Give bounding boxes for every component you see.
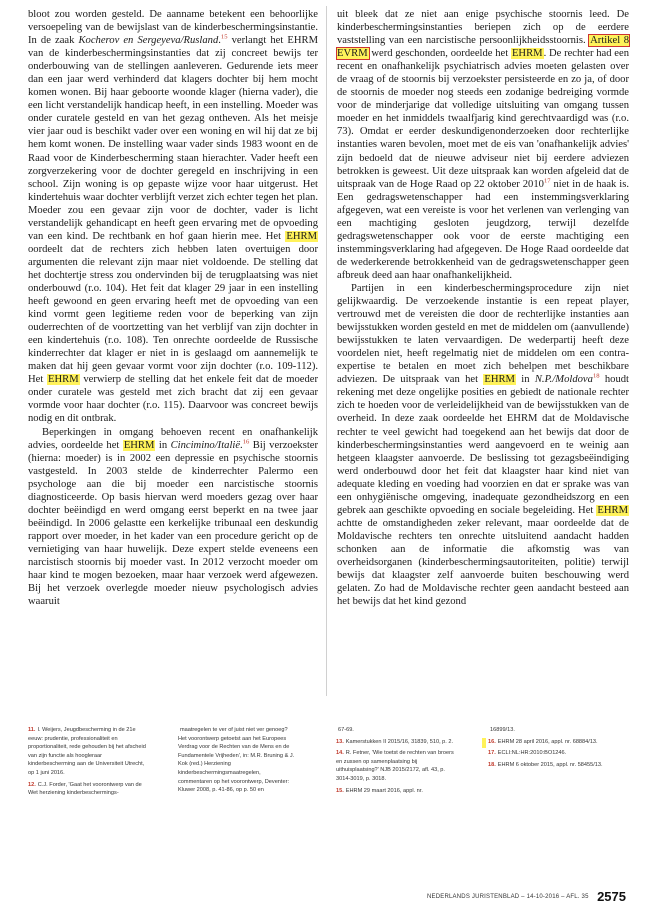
- footnote-text: EHRM 28 april 2016, appl. nr. 68884/13.: [497, 738, 598, 745]
- left-paragraph-1: [28, 8, 318, 426]
- text-run: in: [155, 439, 171, 451]
- text-run: in: [515, 374, 535, 386]
- highlight-ehrm: EHRM: [511, 48, 543, 60]
- text-run: niet in de haak is. Een gedragswetenschapper had een instemmingsverklaring afgegeven, wat een vereiste is voor het verlenen van verlenging van een machtiging gesloten jeugdzorg, terwijl dezelfde gedragswetenschapper ook voor de eerste machtiging een instemmingsverklaring had afgegeven. De Hoge Raad oordeelde dat de wederkerende betrokkenheid van de gedragswetenschapper geen afbreuk deed aan haar onafhankelijkheid.: [337, 178, 629, 281]
- footnote-item: [28, 726, 146, 778]
- journal-citation: NEDERLANDS JURISTENBLAD – 14-10-2016 – AFL. 35: [427, 893, 589, 900]
- footnote-item: [178, 726, 296, 795]
- case-name: Kocherov en Sergeyeva/Rusland: [78, 35, 219, 47]
- footnote-item: [488, 761, 606, 770]
- footnote-item: [336, 787, 454, 796]
- footnote-text: maatregelen te ver of juist niet ver genoeg? Het voorontwerp getoetst aan het Europees Verdrag voor de Rechten van de Mens en de Fundamentele Vrijheden', in: M.R. Bruning & J. Kok (red.) Herziening kinderbeschermingsmaatregelen, commentaren op het voorontwerp, Deventer: Kluwer 2008, p. 41-86, op p. 50 en: [178, 727, 295, 794]
- footnote-number: 14.: [336, 750, 344, 757]
- footnote-text: Kamerstukken II 2015/16, 31839, 510, p. 2.: [345, 738, 454, 745]
- footnote-ref-15[interactable]: 15: [220, 33, 228, 41]
- text-run: uit bleek dat ze niet aan enige psychische stoornis leed. De kinderbeschermingsinstanties beriepen zich op de eerdere vaststelling van een narcistische persoonlijkheidsstoornis.: [337, 9, 629, 47]
- text-run: oordeelt dat de rechters zich hebben laten overtuigen door argumenten die relevant zijn maar niet voldoende. De stelling dat het dochtertje stress zou ondervinden bij de terugplaatsing was niet onderbouwd (r.o. 104). Het feit dat klager 29 jaar in een instelling heeft gewoond en geen ervaring heeft met de opvoeding van een kind vormt geen legitieme reden voor de beperking van zijn ouderrechten of de voortzetting van het verblijf van zijn dochter in een kindertehuis (r.o. 108). Ten onrechte oordeelde de Russische kinderrechter dat klager er niet in is geslaagd om aannemelijk te maken dat hij geen gevaar vormt voor zijn dochter (r.o. 109-112). Het: [28, 243, 318, 386]
- text-run: Beperkingen in omgang behoeven recent en onafhankelijk advies, oordeelde het: [28, 426, 318, 451]
- page-number: 2575: [597, 889, 626, 905]
- footnote-number: 12.: [28, 781, 36, 788]
- footnote-ref-18[interactable]: 18: [592, 372, 600, 380]
- text-run: achtte de omstandigheden zeker relevant, maar oordeelde dat de Moldavische rechters ten onrechte uitsluitend aandacht hadden schonken aan de informatie die afkomstig was van overheidsorganen (kinderbeschermingsautoriteiten, politie) terwijl bewijs dat klaagster zelf aanvoerde buiten beschouwing werd gelaten. Zo had de Moldavische rechter geen aandacht besteed aan het bewijs dat het kind gezond: [337, 517, 629, 608]
- footnote-item: [488, 749, 606, 758]
- footnote-number: 17.: [488, 750, 496, 757]
- footnote-number: 18.: [488, 761, 496, 768]
- text-run: Bij verzoekster (hierna: moeder) is in 2002 een depressie en psychische stoornis vastgesteld. In 2003 stelde de kinderrechter Palermo een psychologe aan die bij moeder een narcistische stoornis diagnosticeerde. Op basis hiervan werd moeders gezag over haar dochter beëindigd en werd omgang eerst beperkt en na twee jaar beëindigd. In 2006 gelastte een kerkelijke tribunaal een deskundig rapport over moeder, in het kader van een procedure gericht op de vernietiging van haar huwelijk. Deze expert stelde eveneens een narcistisch stoornis bij moeder vast. In 2012 verzocht moeder om haar kind te mogen bezoeken, maar haar verzoek werd afgewezen. Bij het verzoek overlegde moeder nieuw psychologisch advies waaruit: [28, 439, 318, 608]
- column-divider: [326, 6, 327, 696]
- text-run: verlangt het EHRM van de kinderbeschermingsinstanties dat zij concreet bewijs ter onderbouwing van de stellingen aanleveren. Gedurende iets meer dan een jaar werd verhinderd dat klagers dochter bij hem mocht komen wonen. Bij haar geboorte woonde klager (hierna vader), die een licht verstandelijk handicap heeft, in een instelling. Moeder was onder curatele gesteld en van het gezag ontheven. Als het meisje vier jaar oud is beschikt vader over een woning en wil hij dat ze bij hem komt wonen. De instelling waar vader sinds 1983 woont en de Raad voor de Kinderbescherming staan hierachter. Vader heeft een zorgverzekering voor de dochter geregeld en inschrijving in een school. Zijn woning is op gepaste wijze voor haar uitgerust. Het kindertehuis waar dochter verblijft verzet zich echter tegen het plan. Moeder zou een gevaar zijn voor de dochter, vader is licht verstandelijk gehandicapt en heeft geen ervaring met de opvoeding van een kind. De rechtbank en hof gaan hierin mee. Het: [28, 35, 319, 242]
- case-name: N.P./Moldova: [534, 374, 593, 386]
- left-paragraph-2: [28, 426, 318, 609]
- footnote-text: 16899/13.: [490, 727, 515, 733]
- footnote-item: [336, 749, 454, 783]
- footnote-item-highlighted: [488, 738, 606, 747]
- footnote-text: R. Fetner, 'Wie toetst de rechten van broers en zussen op samenplaatsing bij uithuisplaatsing?' NJB 2015/2172, afl. 43, p. 3014-3019, p. 3018.: [336, 750, 454, 782]
- highlight-ehrm: EHRM: [48, 374, 79, 386]
- highlight-ehrm: EHRM: [286, 230, 317, 242]
- right-paragraph-1: [337, 8, 629, 282]
- footnote-number: 16.: [488, 738, 496, 745]
- case-name: Cincimino/Italië: [170, 439, 241, 451]
- text-run: .: [218, 35, 221, 47]
- margin-highlight-marker: [482, 738, 486, 748]
- footnote-column-3: [336, 726, 454, 798]
- highlight-artikel-8-evrm: Artikel 8 EVRM: [337, 35, 629, 60]
- highlight-ehrm: EHRM: [123, 439, 155, 451]
- left-column: [28, 8, 318, 608]
- footnote-text: 67-69.: [338, 727, 354, 733]
- footnote-ref-16[interactable]: 16: [242, 438, 250, 446]
- footnote-item: [488, 726, 606, 735]
- footnote-item: [28, 781, 146, 798]
- text-run: . De rechter had een recent en onafhankelijk psychiatrisch advies moeten gelasten over de vraag of de stoornis bij verzoekster persisteerde en zo ja, of door de stoornis de moeder nog steeds een zodanige bedreiging vormde voor de minderjarige dat volledige uitsluiting van omgang tussen moeder en het inmiddels twaalfjarig kind gerechtvaardigd was (r.o. 73). Omdat er eerder deskundigenonderzoeken door rechterlijke instanties waren bevolen, moet met de eis van 'onafhankelijk advies' zijn bedoeld dat de nieuwe adviseur niet bij eerdere adviezen betrokken is geweest. Uit deze uitspraak kan worden afgeleid dat de uitspraak van de Hoge Raad op 22 oktober 2010: [337, 48, 629, 190]
- footnote-ref-17[interactable]: 17: [543, 177, 551, 185]
- footnote-number: 11.: [28, 727, 36, 733]
- footnote-column-2: [178, 726, 296, 798]
- text-run: Partijen in een kinderbeschermingsprocedure zijn niet gelijkwaardig. De verzoekende instantie is een repeat player, vertrouwd met de vereisten die door de rechterlijke instanties aan bewijsstukken worden gesteld en met de middelen om (aanvullende) bewijsstukken te laten vervaardigen. De wederpartij heeft deze voordelen niet, heeft regelmatig niet de middelen om een contra-expertise te betalen en moet zich behelpen met beschikbare adviezen. De uitspraak van het: [337, 282, 629, 386]
- highlight-ehrm: EHRM: [484, 374, 515, 386]
- text-run: verwierp de stelling dat het enkele feit dat de moeder onder curatele was gesteld met zich bracht dat zij een gevaar vormde voor haar dochter (r.o. 115). Daarvoor was concreet bewijs nodig en dit ontbrak.: [28, 374, 318, 425]
- footnote-text: EHRM 6 oktober 2015, appl. nr. 58455/13.: [497, 761, 603, 768]
- right-paragraph-2: [337, 282, 629, 608]
- text-run: werd geschonden, oordeelde het: [368, 48, 511, 60]
- footnote-number: 13.: [336, 738, 344, 745]
- footnote-item: [336, 726, 454, 735]
- text-run: .: [240, 439, 243, 451]
- footnote-number: 15.: [336, 787, 344, 794]
- footnote-text: C.J. Forder, 'Gaat het voorontwerp van de Wet herziening kinderbeschermings-: [28, 781, 142, 797]
- page-footer: [427, 888, 626, 906]
- footnote-text: ECLI:NL:HR:2010:BO1246.: [497, 750, 567, 757]
- text-run: houdt rekening met deze ongelijke posities en gebiedt de nationale rechter zich te hoeden voor de verleidelijkheid van de bewijsstukken van de overheid. In deze zaak oordeelde het EHRM dat de Moldavische rechter te veel gewicht had toegekend aan het bewijs dat door de kinderbeschermingsinstanties werd aangevoerd en te weinig aan hetgeen klaagster aanvoerde. De beslissing tot gezagsbeëindiging werd onderbouwd door het feit dat klaagster haar kind niet van adequate kleding en voeding had voorzien en dat er sprake was van een onhygiënische omgeving, inadequate gezondheidszorg en een gebrek aan geschikte opvoeding en sociale begeleiding. Het: [337, 374, 629, 516]
- text-run: bloot zou worden gesteld. De aanname betekent een behoorlijke versoepeling van de bewijslast van de kinderbeschermingsinstantie. In de zaak: [28, 9, 318, 47]
- footnote-column-1: [28, 726, 146, 801]
- footnote-text: EHRM 29 maart 2016, appl. nr.: [345, 787, 423, 794]
- highlight-ehrm: EHRM: [597, 504, 628, 516]
- footnote-column-4: [488, 726, 606, 772]
- footnote-text: I. Weijers, Jeugdbescherming in de 21e eeuw: prudentie, professionaliteit en proportionaliteit, rede gehouden bij het afscheid van zijn functie als hoogleraar kinderbescherming aan de Universiteit Utrecht, op 1 juni 2016.: [28, 727, 146, 776]
- right-column: [337, 8, 629, 608]
- footnote-item: [336, 738, 454, 747]
